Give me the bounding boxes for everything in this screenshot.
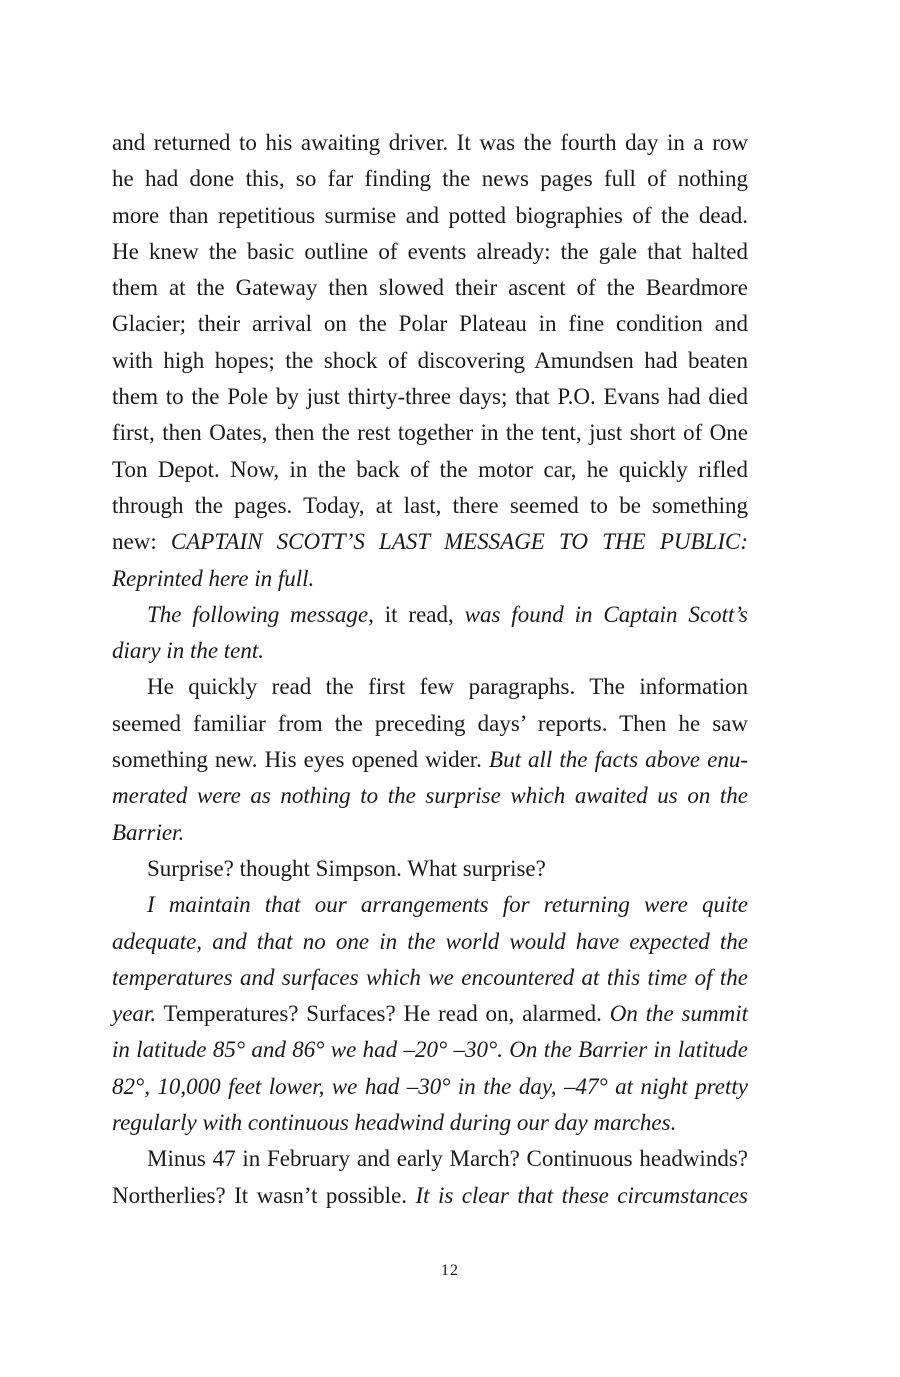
- italic-run: CAPTAIN SCOTT’S LAST MESSAGE TO THE PUBLIC:: [170, 529, 749, 555]
- paragraph: [112, 1141, 748, 1214]
- paragraph: [112, 669, 748, 850]
- text-run: he had done this, so far finding the news pages full of nothing: [112, 166, 748, 192]
- text-line: [112, 669, 748, 705]
- italic-run: adequate, and that no one in the world would have expected the: [112, 928, 748, 954]
- italic-run: But all the facts above enu-: [489, 747, 748, 773]
- text-run: something new. His eyes opened wider.: [112, 747, 490, 773]
- paragraph: [112, 125, 748, 597]
- text-line: [112, 1178, 748, 1214]
- text-line: [112, 815, 748, 851]
- text-run: He quickly read the first few paragraphs. The information: [147, 674, 748, 700]
- text-run: more than repetitious surmise and potted biographies of the dead.: [112, 202, 748, 228]
- text-line: [112, 742, 748, 778]
- text-line: [112, 488, 748, 524]
- italic-run: temperatures and surfaces which we encountered at this time of the: [112, 964, 748, 990]
- text-line: [112, 960, 748, 996]
- text-run: and returned to his awaiting driver. It was the fourth day in a row: [112, 130, 748, 155]
- text-line: [112, 1069, 748, 1105]
- italic-run: Reprinted here in full.: [112, 565, 315, 591]
- text-line: [112, 851, 748, 887]
- text-line: [112, 924, 748, 960]
- italic-run: was found in Captain Scott’s: [464, 601, 748, 627]
- text-run: them to the Pole by just thirty-three days; that P.O. Evans had died: [112, 384, 748, 410]
- text-run: seemed familiar from the preceding days’ reports. Then he saw: [112, 710, 748, 736]
- italic-run: year.: [112, 1001, 157, 1027]
- text-run: Glacier; their arrival on the Polar Plateau in fine condition and: [112, 311, 748, 337]
- italic-run: On the summit: [609, 1001, 748, 1027]
- text-run: Ton Depot. Now, in the back of the motor car, he quickly rifled: [112, 456, 748, 482]
- page-number: 12: [441, 1262, 459, 1279]
- italic-run: 82°, 10,000 feet lower, we had –30° in the day, –47° at night pretty: [112, 1073, 748, 1099]
- italic-run: in latitude 85° and 86° we had –20° –30°. On the Barrier in latitude: [112, 1037, 748, 1063]
- text-line: [112, 996, 748, 1032]
- italic-run: regularly with continuous headwind during our day marches.: [112, 1110, 677, 1136]
- italic-run: It is clear that these circumstances: [415, 1182, 748, 1208]
- italic-run: I maintain that our arrangements for returning were quite: [147, 892, 748, 918]
- text-line: [112, 379, 748, 415]
- text-line: [112, 1032, 748, 1068]
- paragraph: [112, 597, 748, 670]
- text-run: with high hopes; the shock of discovering Amundsen had beaten: [112, 347, 748, 373]
- text-line: [112, 1105, 748, 1141]
- text-line: [112, 706, 748, 742]
- text-line: [112, 1141, 748, 1177]
- italic-run: The following message,: [147, 601, 374, 627]
- text-line: [112, 415, 748, 451]
- text-run: it read,: [373, 601, 465, 627]
- body-text: [112, 125, 748, 1214]
- text-line: [112, 161, 748, 197]
- text-run: Surprise? thought Simpson. What surprise?: [147, 855, 546, 881]
- text-line: [112, 633, 748, 669]
- text-line: [112, 343, 748, 379]
- paragraph: [112, 851, 748, 887]
- text-line: [112, 270, 748, 306]
- text-line: [112, 778, 748, 814]
- text-run: new:: [112, 529, 171, 555]
- text-run: first, then Oates, then the rest together in the tent, just short of One: [112, 420, 748, 446]
- text-run: Minus 47 in February and early March? Continuous headwinds?: [147, 1146, 748, 1172]
- text-line: [112, 887, 748, 923]
- italic-run: Barrier.: [112, 819, 185, 845]
- text-line: [112, 561, 748, 597]
- text-run: them at the Gateway then slowed their ascent of the Beardmore: [112, 275, 748, 301]
- text-run: through the pages. Today, at last, there seemed to be something: [112, 492, 748, 518]
- paragraph: [112, 887, 748, 1141]
- text-run: Temperatures? Surfaces? He read on, alarmed.: [156, 1001, 610, 1027]
- italic-run: merated were as nothing to the surprise which awaited us on the: [112, 783, 748, 809]
- text-run: Northerlies? It wasn’t possible.: [112, 1182, 416, 1208]
- text-line: [112, 234, 748, 270]
- italic-run: diary in the tent.: [112, 638, 265, 664]
- text-line: [112, 198, 748, 234]
- text-line: [112, 597, 748, 633]
- text-run: He knew the basic outline of events already: the gale that halted: [112, 238, 748, 264]
- text-line: [112, 452, 748, 488]
- text-line: [112, 306, 748, 342]
- text-line: [112, 524, 748, 560]
- text-line: [112, 125, 748, 161]
